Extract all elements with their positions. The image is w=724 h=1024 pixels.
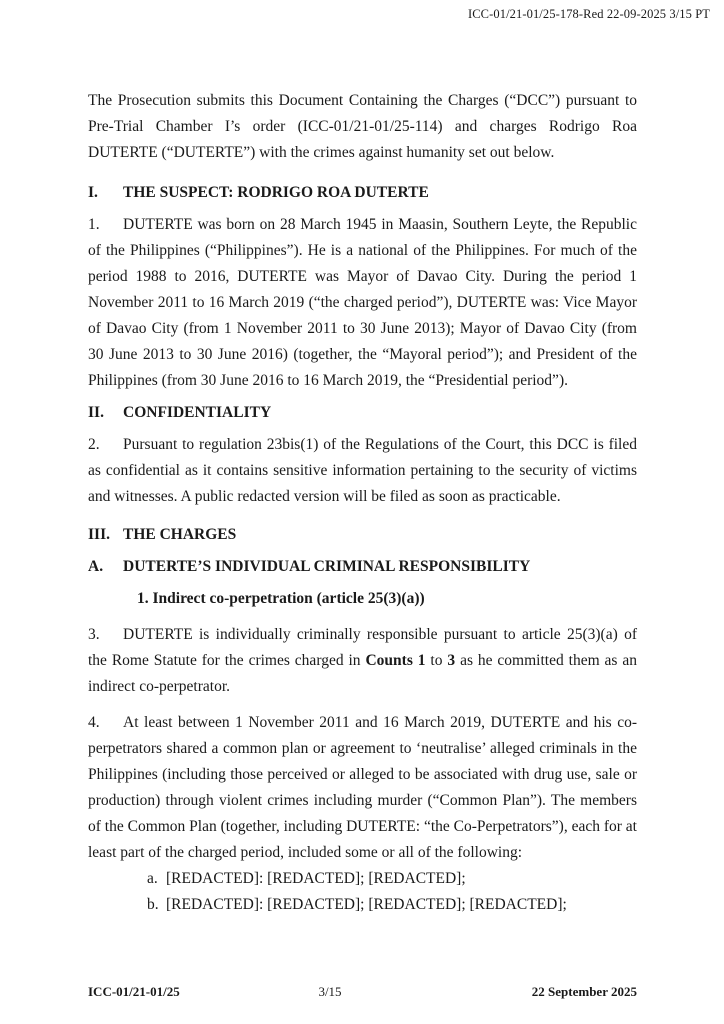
intro-paragraph: The Prosecution submits this Document Containing the Charges (“DCC”) pursuant to Pre-Trial Chamber I’s order (ICC-01/21-01/25-114) and charges Rodrigo Roa DUTERTE (“DUTERTE”) with the crimes against humanity set out below. <box>88 92 637 161</box>
list-item-b <box>147 892 637 918</box>
page-footer <box>88 984 637 1006</box>
section-title: THE CHARGES <box>123 526 237 543</box>
list-item-a <box>147 866 637 892</box>
list-item-label: a. <box>147 870 158 887</box>
footer-case-number: ICC-01/21-01/25 <box>88 984 180 999</box>
paragraph-2 <box>88 432 637 510</box>
paragraph-text: Pursuant to regulation 23bis(1) of the Regulations of the Court, this DCC is filed as confidential as it contains sensitive information pertaining to the security of victims and witnesses. A public redacted version will be filed as soon as practicable. <box>88 436 637 505</box>
list-item-label: b. <box>147 896 159 913</box>
subsection-heading-indirect-coperpetration: 1. Indirect co-perpetration (article 25(3)(a)) <box>137 590 425 607</box>
paragraph-number: 3. <box>88 626 100 643</box>
bold-counts: Counts 1 <box>365 652 426 669</box>
section-title: DUTERTE’S INDIVIDUAL CRIMINAL RESPONSIBILITY <box>123 558 531 575</box>
document-body <box>88 88 637 918</box>
section-number: II. <box>88 404 104 421</box>
section-heading-confidentiality <box>88 400 637 426</box>
section-number: III. <box>88 526 110 543</box>
paragraph-text-mid: to <box>425 652 448 669</box>
paragraph-3 <box>88 622 637 700</box>
list-item-text: [REDACTED]: [REDACTED]; [REDACTED]; [REDACTED]; <box>166 896 567 913</box>
paragraph-text: At least between 1 November 2011 and 16 March 2019, DUTERTE and his co-perpetrators shared a common plan or agreement to ‘neutralise’ alleged criminals in the Philippines (including those perceived or alleged to be associated with drug use, sale or production) through violent crimes including murder (“Common Plan”). The members of the Common Plan (together, including DUTERTE: “the Co-Perpetrators”), each for at least part of the charged period, included some or all of the following: <box>88 714 637 861</box>
section-title: CONFIDENTIALITY <box>123 404 272 421</box>
list-item-text: [REDACTED]: [REDACTED]; [REDACTED]; <box>166 870 466 887</box>
paragraph-1 <box>88 212 637 394</box>
paragraph-number: 2. <box>88 436 100 453</box>
footer-page-number: 3/15 <box>318 984 342 999</box>
section-heading-individual-responsibility <box>88 554 637 580</box>
paragraph-4 <box>88 710 637 866</box>
paragraph-text-post: as he committed them as an indirect co-perpetrator. <box>88 652 637 695</box>
paragraph-text-pre: DUTERTE is individually criminally responsible pursuant to article 25(3)(a) of the Rome Statute for the crimes charged in <box>88 626 637 669</box>
section-heading-charges <box>88 522 637 548</box>
paragraph-number: 4. <box>88 714 100 731</box>
section-number: A. <box>88 558 104 575</box>
paragraph-number: 1. <box>88 216 100 233</box>
header-filing-reference: ICC-01/21-01/25-178-Red 22-09-2025 3/15 PT <box>467 7 710 21</box>
paragraph-text: DUTERTE was born on 28 March 1945 in Maasin, Southern Leyte, the Republic of the Philippines (“Philippines”). He is a national of the Philippines. For much of the period 1988 to 2016, DUTERTE was Mayor of Davao City. During the period 1 November 2011 to 16 March 2019 (“the charged period”), DUTERTE was: Vice Mayor of Davao City (from 1 November 2011 to 30 June 2013); Mayor of Davao City (from 30 June 2013 to 30 June 2016) (together, the “Mayoral period”); and President of the Philippines (from 30 June 2016 to 16 March 2019, the “Presidential period”). <box>88 216 637 389</box>
bold-count-3: 3 <box>447 652 456 669</box>
section-title: THE SUSPECT: RODRIGO ROA DUTERTE <box>123 184 429 201</box>
section-number: I. <box>88 184 98 201</box>
section-heading-suspect <box>88 180 637 206</box>
footer-date: 22 September 2025 <box>531 984 637 999</box>
